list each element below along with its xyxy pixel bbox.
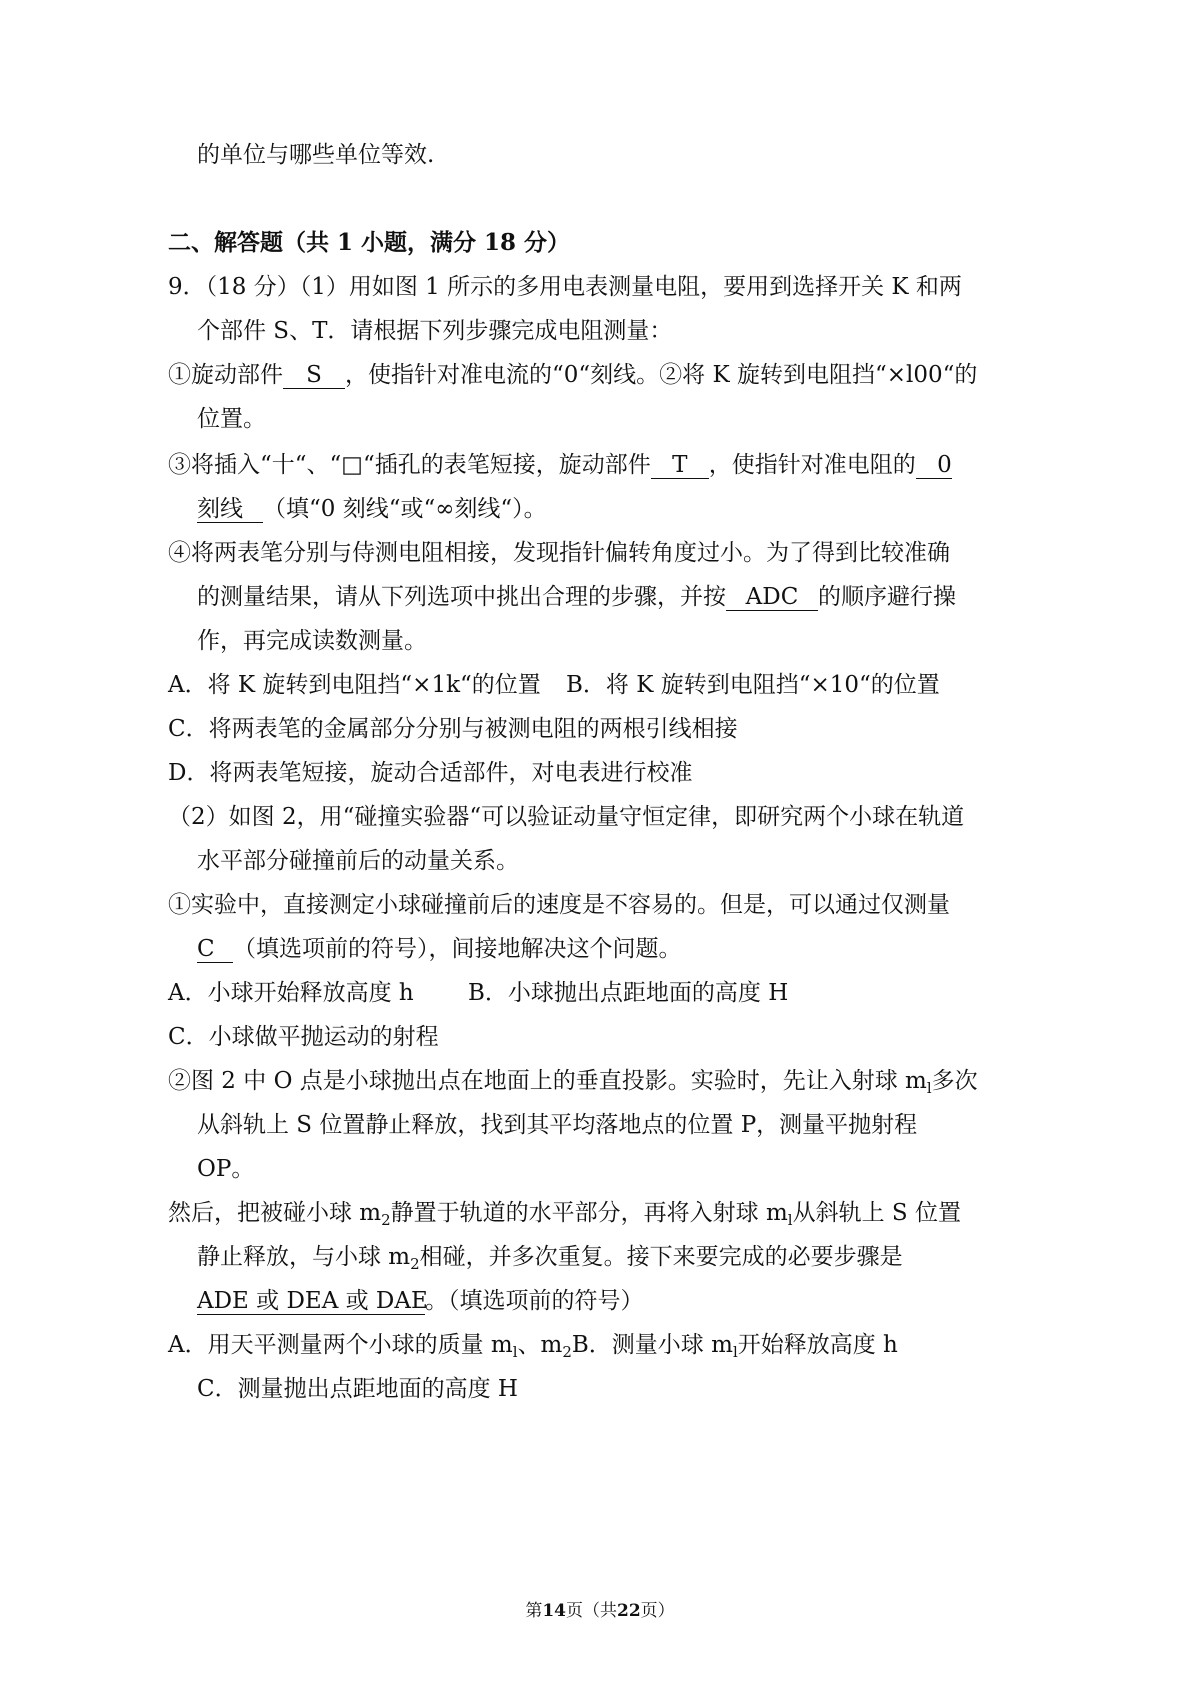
answer-blank: ADC (726, 584, 818, 611)
text: 作，再完成读数测量。 (197, 628, 427, 654)
text: （2）如图 2，用“碰撞实验器“可以验证动量守恒定律，即研究两个小球在轨道 (168, 804, 965, 830)
text: ②图 2 中 O 点是小球抛出点在地面上的垂直投影。实验时，先让入射球 m (168, 1068, 927, 1094)
text: （填选项前的符号），间接地解决这个问题。 (233, 936, 682, 962)
step-line (168, 538, 950, 568)
step-line (168, 450, 952, 480)
option-a: A．用天平测量两个小球的质量 m (168, 1332, 513, 1358)
step-line (197, 494, 547, 524)
answer-blank: 刻线 (197, 496, 263, 523)
text: ③将插入“十“、“□“插孔的表笔短接，旋动部件 (168, 452, 651, 478)
option-line (168, 1330, 898, 1367)
option-line (468, 978, 788, 1008)
total-pages: 22 (617, 1601, 641, 1621)
footer-text: 页） (640, 1601, 675, 1621)
text: 从斜轨上 S 位置 (792, 1200, 961, 1226)
step-line (168, 1198, 961, 1235)
step-line (197, 1154, 254, 1184)
text: 水平部分碰撞前后的动量关系。 (197, 848, 519, 874)
footer-text: 页（共 (566, 1601, 617, 1621)
step-line (197, 582, 956, 612)
text: ④将两表笔分别与侍测电阻相接，发现指针偏转角度过小。为了得到比较准确 (168, 540, 950, 566)
text: ，使指针对准电阻的 (708, 452, 916, 478)
answer-blank: 0 (916, 452, 952, 479)
answer-blank: S (283, 362, 345, 389)
step-line (197, 626, 427, 656)
text: ①实验中，直接测定小球碰撞前后的速度是不容易的。但是，可以通过仅测量 (168, 892, 950, 918)
subscript: 2 (410, 1255, 420, 1273)
text-line (197, 140, 434, 170)
option-c: C．测量抛出点距地面的高度 H (197, 1376, 518, 1402)
page-footer (0, 1600, 1200, 1622)
step-line (197, 934, 682, 964)
text: 静置于轨道的水平部分，再将入射球 m (390, 1200, 788, 1226)
subscript: 2 (381, 1211, 391, 1229)
subscript: l (926, 1079, 932, 1097)
option-b: B．小球抛出点距地面的高度 H (468, 980, 789, 1006)
text: 9．（18 分）（1）用如图 1 所示的多用电表测量电阻，要用到选择开关 K 和两 (168, 274, 962, 300)
heading-text: 二、解答题（共 1 小题，满分 18 分） (168, 229, 571, 256)
text: OP。 (197, 1156, 255, 1182)
text: ，使指针对准电流的“0“刻线。②将 K 旋转到电阻挡“×l00“的 (345, 362, 978, 388)
option-c: C．将两表笔的金属部分分别与被测电阻的两根引线相接 (168, 716, 738, 742)
text: 静止释放，与小球 m (197, 1244, 411, 1270)
subscript: l (732, 1343, 738, 1361)
question-line (197, 846, 519, 876)
text: 然后，把被碰小球 m (168, 1200, 382, 1226)
subscript: l (512, 1343, 518, 1361)
option-c: C．小球做平抛运动的射程 (168, 1024, 439, 1050)
step-line (197, 404, 266, 434)
option-line (566, 670, 940, 700)
text: 个部件 S、T．请根据下列步骤完成电阻测量： (197, 318, 673, 344)
text: 多次 (931, 1068, 978, 1094)
text: 的测量结果，请从下列选项中挑出合理的步骤，并按 (197, 584, 726, 610)
option-line (168, 758, 692, 788)
option-b: B．将 K 旋转到电阻挡“×10“的位置 (566, 672, 940, 698)
step-line (168, 890, 950, 920)
option-b: B．测量小球 m (571, 1332, 733, 1358)
question-line (197, 316, 672, 346)
option-line (168, 1022, 439, 1052)
text: 的顺序避行操 (818, 584, 956, 610)
step-line (168, 1066, 978, 1103)
step-line (168, 360, 977, 390)
option-line (168, 978, 414, 1008)
option-a: A．将 K 旋转到电阻挡“×1k“的位置 (168, 672, 541, 698)
answer-blank: T (651, 452, 709, 479)
question-line (168, 272, 962, 302)
step-line (197, 1110, 917, 1140)
option-line (168, 714, 738, 744)
text: （填“0 刻线“或“∞刻线“）。 (263, 496, 547, 522)
text: 、m (517, 1332, 563, 1358)
text: 相碰，并多次重复。接下来要完成的必要步骤是 (419, 1244, 903, 1270)
footer-text: 第 (525, 1601, 543, 1621)
answer-blank: ADE 或 DEA 或 DAE (197, 1288, 428, 1314)
answer-blank: C (197, 936, 233, 963)
step-line (197, 1286, 644, 1316)
subscript: 2 (562, 1343, 572, 1361)
step-line (197, 1242, 903, 1279)
subscript: l (787, 1211, 793, 1229)
option-a: A．小球开始释放高度 h (168, 980, 414, 1006)
text: 从斜轨上 S 位置静止释放，找到其平均落地点的位置 P，测量平抛射程 (197, 1112, 918, 1138)
text: 。（填选项前的符号） (425, 1288, 644, 1314)
option-d: D．将两表笔短接，旋动合适部件，对电表进行校准 (168, 760, 693, 786)
option-line (168, 670, 541, 700)
text: 的单位与哪些单位等效. (197, 142, 435, 168)
section-heading (168, 228, 570, 258)
page-number: 14 (542, 1601, 566, 1621)
text: 开始释放高度 h (737, 1332, 898, 1358)
option-line (197, 1374, 518, 1404)
question-line (168, 802, 964, 832)
text: ①旋动部件 (168, 362, 283, 388)
text: 位置。 (197, 406, 266, 432)
